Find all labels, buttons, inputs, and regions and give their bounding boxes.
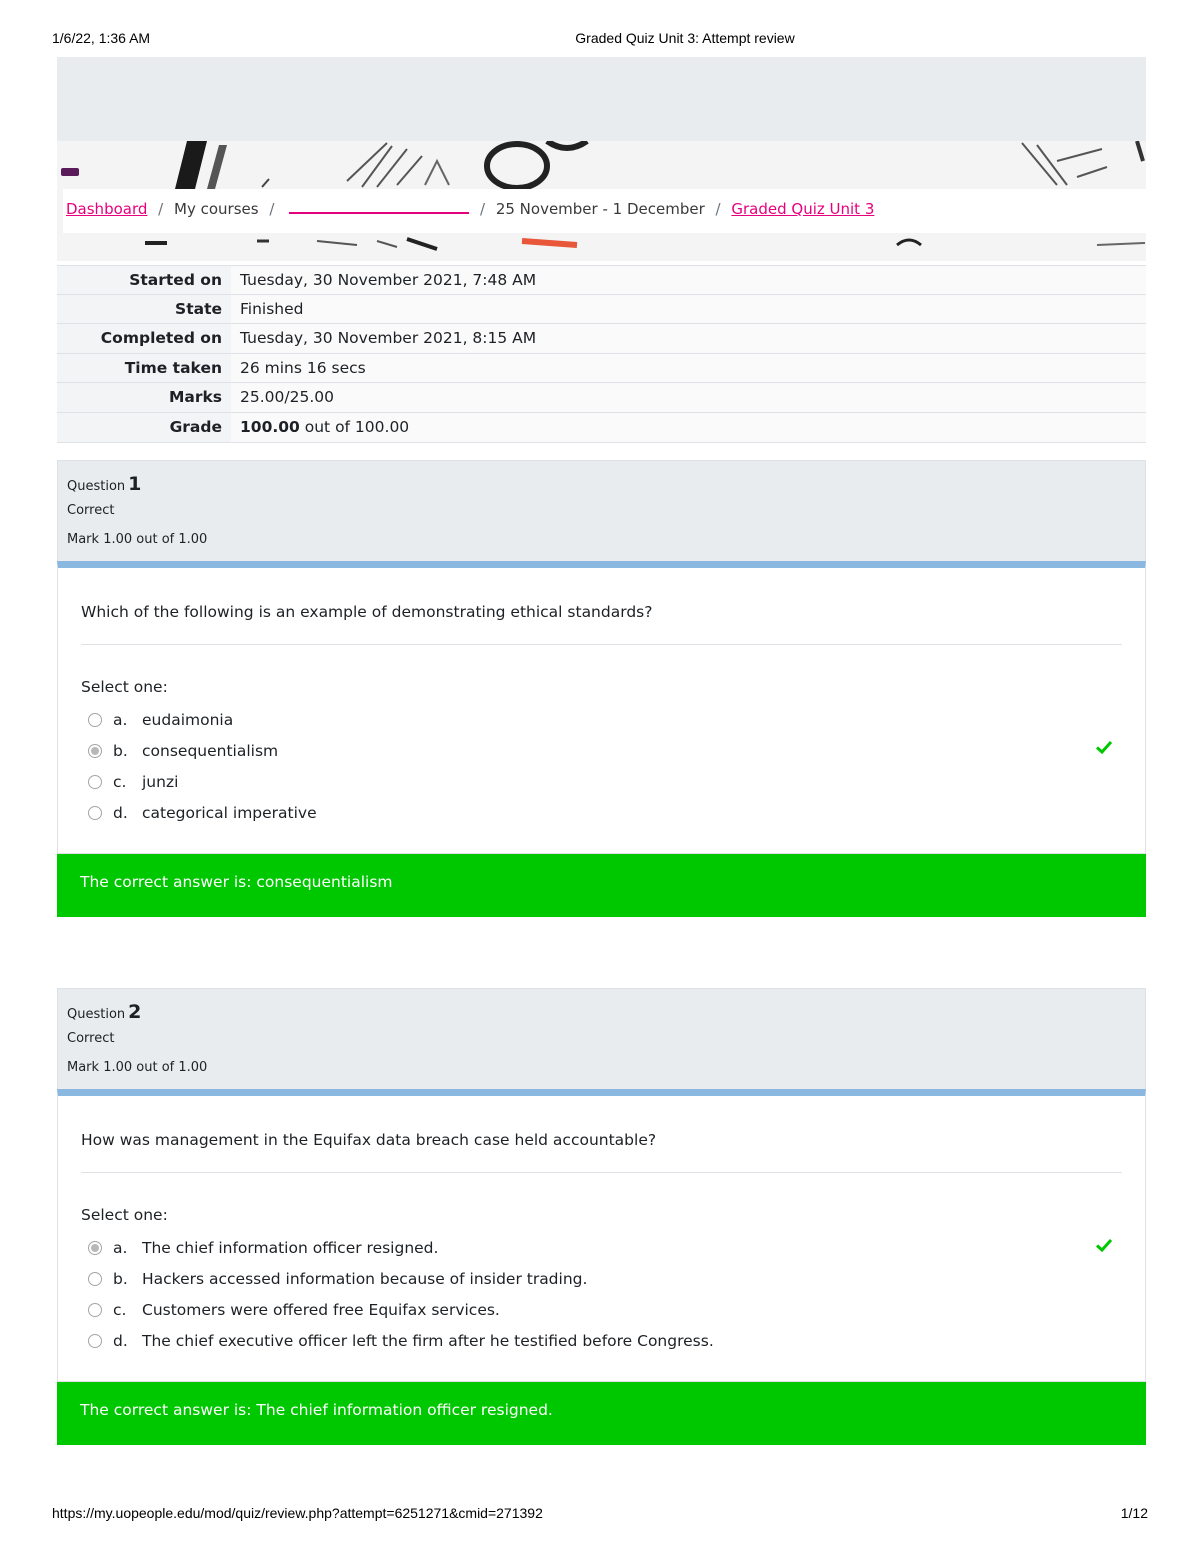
summary-row (57, 354, 1146, 384)
answer-option[interactable] (88, 735, 317, 766)
summary-label: Completed on (57, 324, 231, 353)
summary-value: Tuesday, 30 November 2021, 7:48 AM (231, 266, 1146, 294)
grade-out-of: out of 100.00 (299, 417, 410, 436)
question-label: Question (67, 1007, 126, 1022)
summary-row (57, 324, 1146, 354)
question-number-value: 2 (128, 1001, 142, 1023)
radio-icon[interactable] (88, 775, 102, 789)
summary-value: Tuesday, 30 November 2021, 8:15 AM (231, 324, 1146, 353)
answer-option[interactable] (88, 704, 317, 735)
breadcrumb-separator: / (479, 200, 486, 218)
radio-icon[interactable] (88, 806, 102, 820)
option-text: Customers were offered free Equifax services. (142, 1300, 500, 1319)
print-title: Graded Quiz Unit 3: Attempt review (575, 30, 795, 46)
summary-label: Grade (57, 413, 231, 442)
question-text: Which of the following is an example of demonstrating ethical standards? (81, 603, 653, 621)
question-info (57, 460, 1146, 562)
answer-options (88, 704, 317, 828)
summary-value: 26 mins 16 secs (231, 354, 1146, 383)
question-state: Correct (67, 503, 115, 518)
summary-row (57, 383, 1146, 413)
grade-value: 100.00 (240, 417, 300, 436)
print-date: 1/6/22, 1:36 AM (52, 30, 151, 46)
breadcrumb-separator: / (269, 200, 275, 218)
summary-value: 25.00/25.00 (231, 383, 1146, 412)
correct-answer-feedback: The correct answer is: consequentialism (57, 854, 1146, 917)
answer-option[interactable] (88, 1263, 714, 1294)
breadcrumb-my-courses: My courses (174, 200, 259, 218)
select-one-prompt: Select one: (81, 1206, 168, 1224)
option-letter: b. (113, 1269, 128, 1288)
radio-icon[interactable] (88, 1272, 102, 1286)
breadcrumb-course-link[interactable] (289, 200, 469, 214)
check-icon (1095, 738, 1113, 756)
option-letter: a. (113, 710, 128, 729)
summary-row (57, 413, 1146, 443)
breadcrumb-separator: / (158, 200, 164, 218)
answer-option[interactable] (88, 1325, 714, 1356)
answer-option[interactable] (88, 766, 317, 797)
summary-row (57, 265, 1146, 295)
select-one-prompt: Select one: (81, 678, 168, 696)
option-text: Hackers accessed information because of insider trading. (142, 1269, 588, 1288)
radio-icon[interactable] (88, 1241, 102, 1255)
breadcrumb-separator: / (715, 200, 721, 218)
option-text: The chief executive officer left the firm after he testified before Congress. (142, 1331, 714, 1350)
drawer-toggle-tab[interactable] (61, 168, 79, 176)
summary-label: Marks (57, 383, 231, 412)
question-content (57, 561, 1146, 854)
check-icon (1095, 1236, 1113, 1254)
print-page-count: 1/12 (1120, 1505, 1148, 1521)
radio-icon[interactable] (88, 744, 102, 758)
option-letter: c. (113, 1300, 127, 1319)
correct-answer-feedback: The correct answer is: The chief information officer resigned. (57, 1382, 1146, 1445)
answer-option[interactable] (88, 1294, 714, 1325)
radio-icon[interactable] (88, 1334, 102, 1348)
page-header-area (57, 57, 1146, 141)
question-number (67, 1001, 1136, 1023)
answer-option[interactable] (88, 797, 317, 828)
summary-value: Finished (231, 295, 1146, 324)
question-number-value: 1 (128, 473, 142, 495)
question-text: How was management in the Equifax data breach case held accountable? (81, 1131, 657, 1149)
breadcrumb (63, 189, 1146, 233)
summary-label: Started on (57, 266, 231, 294)
divider (81, 644, 1122, 645)
divider (81, 1172, 1122, 1173)
breadcrumb-week: 25 November - 1 December (495, 200, 705, 218)
option-letter: b. (113, 741, 128, 760)
option-text: eudaimonia (142, 710, 234, 729)
print-footer (0, 1505, 1200, 1525)
question-number (67, 473, 1136, 495)
answer-option[interactable] (88, 1232, 714, 1263)
summary-label: Time taken (57, 354, 231, 383)
option-text: categorical imperative (142, 803, 317, 822)
question-label: Question (67, 479, 126, 494)
breadcrumb-quiz[interactable]: Graded Quiz Unit 3 (731, 200, 875, 218)
breadcrumb-dashboard[interactable]: Dashboard (66, 200, 148, 218)
print-url: https://my.uopeople.edu/mod/quiz/review.php?attempt=6251271&cmid=271392 (52, 1505, 543, 1521)
option-text: junzi (142, 772, 179, 791)
print-header (0, 30, 1200, 50)
option-text: consequentialism (142, 741, 279, 760)
question-mark: Mark 1.00 out of 1.00 (67, 532, 208, 547)
radio-icon[interactable] (88, 713, 102, 727)
question-mark: Mark 1.00 out of 1.00 (67, 1060, 208, 1075)
option-letter: a. (113, 1238, 128, 1257)
option-letter: d. (113, 1331, 128, 1350)
summary-row (57, 295, 1146, 325)
summary-label: State (57, 295, 231, 324)
radio-icon[interactable] (88, 1303, 102, 1317)
question-info (57, 988, 1146, 1090)
question-content (57, 1089, 1146, 1382)
option-letter: d. (113, 803, 128, 822)
answer-options (88, 1232, 714, 1356)
summary-value (231, 413, 1146, 442)
attempt-summary-table (57, 265, 1146, 443)
option-text: The chief information officer resigned. (142, 1238, 439, 1257)
question-state: Correct (67, 1031, 115, 1046)
option-letter: c. (113, 772, 127, 791)
